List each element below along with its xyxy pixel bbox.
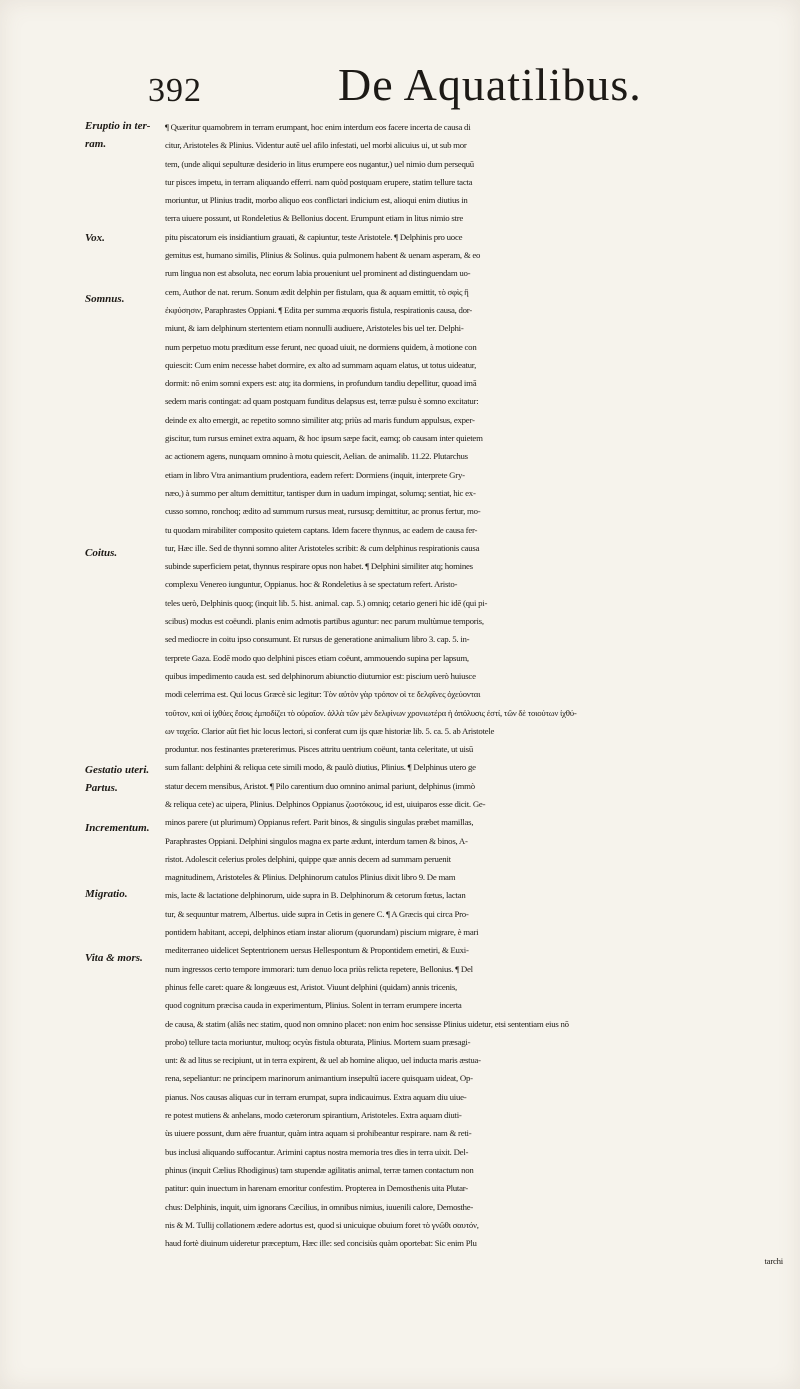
text-line: bus inclusi aliquando suffocantur. Arimini captus nostra memoria tres dies in terra uixit. Del-	[165, 1146, 469, 1157]
margin-note-vita-mors: Vita & mors.	[85, 952, 143, 964]
text-line: Paraphrastes Oppiani. Delphini singulos magna ex parte ædunt, interdum tamen & binos, A-	[165, 835, 468, 846]
text-line: τοῦτον, καὶ οἱ ἰχθύες ἔσοις ἐμποδίζει τὸ οὐραῖον. ἀλλὰ τῶν μὲν δελφίνων χρονιωτέρα ἡ ἀπόλυσις ἐστί, τῶν δὲ τοιούτων ἰχθύ-	[165, 707, 577, 718]
running-title: De Aquatilibus.	[338, 59, 642, 110]
text-line: giscitur, tum rursus eminet extra aquam, & hoc ipsum sæpe facit, eamq; ob causam inter quietem	[165, 433, 483, 444]
page-number: 392	[148, 72, 202, 109]
margin-note-somnus: Somnus.	[85, 293, 125, 305]
text-line: citur, Aristoteles & Plinius. Videntur autē uel afilo infestati, uel morbi alicuius ui, ut sub mor	[165, 140, 467, 151]
text-line: complexu Venereo iunguntur, Oppianus. hoc & Rondeletius à se spectatum refert. Aristo-	[165, 579, 458, 590]
margin-note-partus: Partus.	[85, 782, 118, 794]
text-line: nis & M. Tullij collationem ædere adortus est, quod si unicuique obuium foret τὸ γνῶθι σαυτόν,	[165, 1219, 479, 1230]
text-line: næo,) à summo per altum demittitur, tantisper dum in uadum impingat, solumq; sentiat, hic ex-	[165, 487, 476, 498]
text-line: quod cognitum præcisa cauda in experimentum, Plinius. Solent in terram erumpere incerta	[165, 1000, 462, 1011]
text-line: tem, (unde aliqui sepulturæ desiderio in litus erumpere eos nugantur,) uel nimio dum persequū	[165, 158, 474, 169]
text-line: tur, Hæc ille. Sed de thynni somno aliter Aristoteles scribit: & cum delphinus respirationis causa	[165, 542, 480, 553]
text-line: statur decem mensibus, Aristot. ¶ Pilo carentium duo omnino animal pariunt, delphinus (immò	[165, 780, 475, 791]
text-line: pianus. Nos causas aliquas cur in terram erumpat, supra indicauimus. Extra aquam diu uiue-	[165, 1091, 467, 1102]
text-line: terprete Gaza. Eodē modo quo delphini pisces etiam coëunt, ammouendo supina per lapsum,	[165, 652, 469, 663]
text-line: sum fallant: delphini & reliqua cete simili modo, & paulò diutius, Plinius. ¶ Delphinus utero ge	[165, 762, 476, 773]
text-line: probo) tellure tacta moriuntur, multoq; ocyùs fistula obturata, Plinius. Mortem suam præsagi-	[165, 1036, 471, 1047]
text-line: tu quodam mirabiliter composito quietem captans. Idem facere thynnus, ac eadem de causa fer-	[165, 524, 478, 535]
text-line: modi celerrima est. Qui locus Græcè sic legitur: Τὸν αὐτὸν γὰρ τρόπον οἱ τε δελφῖνες ὀχεύονται	[165, 689, 481, 700]
text-line: tur, & sequuntur matrem, Albertus. uide supra in Cetis in genere C. ¶ A Græcis qui circa Pro-	[165, 908, 469, 919]
margin-notes	[0, 0, 170, 1389]
text-line: mediterraneo uidelicet Septentrionem uersus Hellespontum & Propontidem emetiri, & Euxi-	[165, 945, 469, 956]
text-line: mis, lacte & lactatione delphinorum, uide supra in B. Delphinorum & cetorum fœtus, lactan	[165, 890, 466, 901]
text-line: pitu piscatorum eis insidiantium grauati, & capiuntur, teste Aristotele. ¶ Delphinis pro uoce	[165, 231, 463, 242]
text-line: etiam in libro Vtra animantium prudentiora, eadem refert: Dormiens (inquit, interprete Gry-	[165, 469, 465, 480]
margin-note-coitus: Coitus.	[85, 547, 118, 559]
margin-note-gestatio: Gestatio uteri.	[85, 764, 150, 776]
text-line: patitur: quin inuectum in harenam emoritur confestim. Propterea in Demosthenis uita Plutar-	[165, 1183, 468, 1194]
text-line: subinde superficiem petat, thynnus respirare opus non habet. ¶ Delphini similiter atq; homines	[165, 561, 473, 572]
text-line: num ingressos certo tempore immorari: tum denuo loca priùs relicta repetere, Bellonius. ¶ Del	[165, 963, 473, 974]
text-line: & reliqua cete) ac uipera, Plinius. Delphinos Oppianus ζωοτόκους, id est, uiuiparos esse dicit. Ge-	[165, 798, 486, 809]
text-line: ristot. Adolescit celerius proles delphini, quippe quæ annis decem ad summam peruenit	[165, 853, 451, 864]
text-line: deinde ex alto emergit, ac repetito somno similiter atq; priùs ad maris fundum appulsus, exper-	[165, 414, 475, 425]
text-line: dormit: nō enim somni expers est: atq; ita dormiens, in profundum tandiu depellitur, quoad imā	[165, 378, 477, 389]
text-line: rena, sepeliantur: ne principem marinorum animantium insepultū iacere quisquam uideat, Op-	[165, 1073, 473, 1084]
text-line: de causa, & statim (aliâs nec statim, quod non omnino placet: non enim hoc sensisse Plinius uidetur, etsi sententiam eius nō	[165, 1018, 569, 1029]
text-line: ων ταχεῖα. Clarior aūt fiet hic locus lectori, si conferat cum ijs quæ historiæ lib. 5. ca. 5. ab Aristotele	[165, 725, 495, 736]
text-line: produntur. nos festinantes prætererimus. Pisces attritu uentrium coëunt, tanta celeritate, ut uisū	[165, 744, 473, 755]
body-text-column	[165, 118, 795, 1271]
margin-note-incrementum: Incrementum.	[85, 822, 150, 834]
page-header	[148, 58, 768, 108]
text-line: sed mediocre in coitu ipso consumunt. Et rursus de generatione animalium libro 3. cap. 5. in-	[165, 634, 470, 645]
margin-note-vox: Vox.	[85, 232, 105, 244]
text-line: cusso somno, ronchoq; ædito ad summum rursus meat, rursusq; demittitur, ac pronus fertur, mo-	[165, 506, 481, 517]
text-line: tur pisces impetu, in terram aliquando efferri. nam quòd postquam erupere, statim tellure tacta	[165, 176, 473, 187]
text-line: pontidem habitant, accepi, delphinos etiam instar aliorum (quorundam) piscium migrare, è mari	[165, 927, 479, 938]
text-line: unt: & ad litus se recipiunt, ut in terra expirent, & uel ab homine aliquo, uel inducta maris æstua-	[165, 1055, 481, 1066]
text-line: chus: Delphinis, inquit, uim ignorans Cæcilius, in omnibus nimius, iuuenili calore, Demosthe-	[165, 1201, 474, 1212]
text-line: miunt, & iam delphinum stertentem etiam nonnulli audiuere, Aristoteles bis uel ter. Delphi-	[165, 323, 464, 334]
text-line: rum lingua non est absoluta, nec eorum labia proueniunt uel prominent ad distinguendam uo-	[165, 268, 471, 279]
text-line: phinus (inquit Cælius Rhodiginus) tam stupendæ agilitatis animal, terræ tamen contactum non	[165, 1164, 474, 1175]
text-line: re potest mutiens & anhelans, modo cæterorum spirantium, Aristoteles. Extra aquam diuti-	[165, 1110, 462, 1121]
text-line: magnitudinem, Aristoteles & Plinius. Delphinorum catulos Plinius dixit libro 9. De mam	[165, 872, 456, 883]
text-line: moriuntur, ut Plinius tradit, morbo aliquo eos conflictari indicium est, alioqui enim diutius in	[165, 195, 468, 206]
text-line: ùs uiuere possunt, dum aëre fruantur, quàm intra aquam si prohibeantur respirare. nam & reti-	[165, 1128, 472, 1139]
text-line: ¶ Quæritur quamobrem in terram erumpant, hoc enim interdum eos facere incerta de causa di	[165, 122, 471, 132]
text-line: num perpetuo motu præditum esse ferunt, nec quoad uiuit, ne dormiens quidem, à motione con	[165, 341, 477, 352]
text-line: ἐκφύσησιν, Paraphrastes Oppiani. ¶ Edita per summa æquoris fistula, respirationis causa, dor-	[165, 304, 472, 315]
text-line: quibus impedimento cauda est. sed delphinorum abiunctio diuturnior est: piscium uerò huiusce	[165, 670, 476, 681]
text-line: haud fortè diuinum uideretur præceptum, Hæc ille: sed concisiùs quàm oportebat: Sic enim Plu	[165, 1238, 477, 1249]
text-line: phinus felle caret: quare & longæuus est, Aristot. Viuunt delphini (quidam) annis tricenis,	[165, 981, 457, 992]
margin-note-eruptio-cont: ram.	[85, 138, 107, 150]
margin-note-eruptio: Eruptio in ter-	[85, 120, 151, 132]
text-line: minos parere (ut plurimum) Oppianus refert. Parit binos, & singulis singulas præbet mamillas,	[165, 817, 474, 828]
text-line: gemitus est, humano similis, Plinius & Solinus. quia pulmonem habent & uenam asperam, & eo	[165, 250, 481, 261]
text-line: terra uiuere possunt, ut Rondeletius & Bellonius docent. Erumpunt etiam in litus nimio stre	[165, 213, 464, 224]
text-line: scibus) modus est coëundi. planis enim admotis partibus aguntur: nec parum multùmue temporis,	[165, 616, 484, 627]
text-line: teles uerò, Delphinis quoq; (inquit lib. 5. hist. animal. cap. 5.) omniq; cetario generi hic idē (qui pi-	[165, 597, 488, 608]
text-line: cem, Author de nat. rerum. Sonum ædit delphin per fistulam, qua & aquam emittit, τὸ σφὶς ἢ	[165, 286, 469, 297]
margin-note-migratio: Migratio.	[85, 888, 128, 900]
text-line: tarchi	[764, 1256, 783, 1267]
text-line: quiescit: Cum enim necesse habet dormire, ex alto ad summam aquam elatus, ut totus uideatur,	[165, 359, 477, 370]
text-line: ac actionem agens, nunquam omnino à motu quiescit, Aelian. de animalib. 11.22. Plutarchus	[165, 451, 468, 462]
text-line: sedem maris contingat: ad quam postquam funditus delapsus est, terræ pulsu è somno excitatur:	[165, 396, 479, 407]
